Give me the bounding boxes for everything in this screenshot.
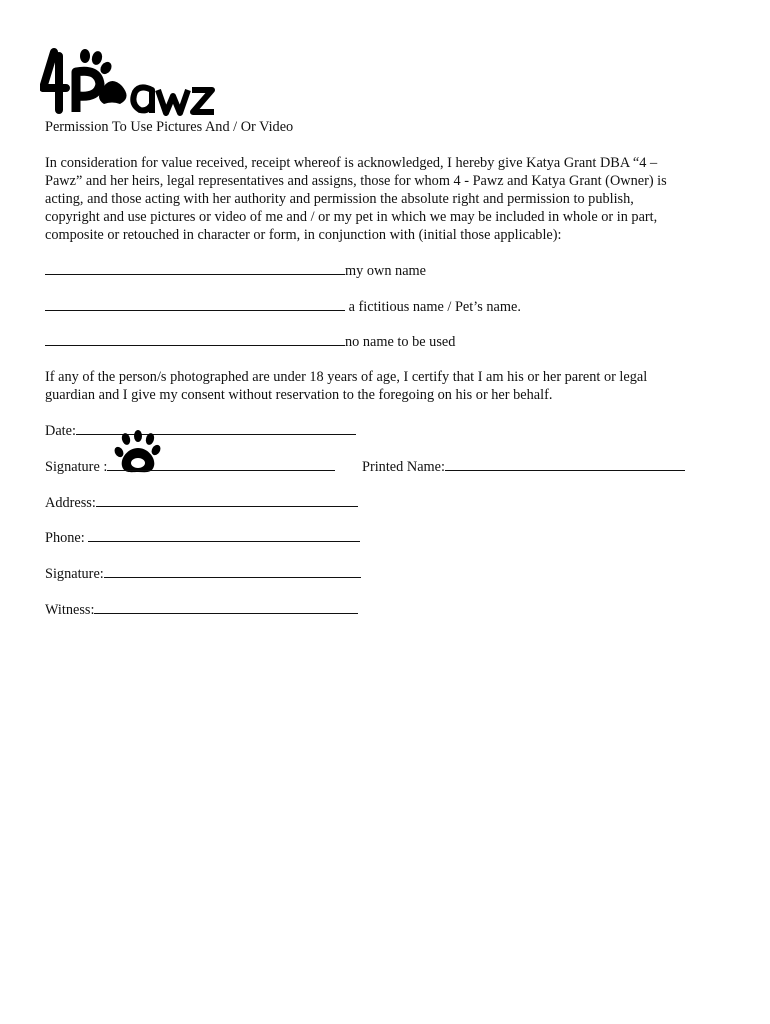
witness-label: Witness: xyxy=(45,602,95,618)
signature2-field[interactable] xyxy=(104,564,361,578)
option-no-name xyxy=(45,332,455,351)
initials-field[interactable] xyxy=(45,297,345,311)
company-logo xyxy=(40,46,220,118)
witness-field[interactable] xyxy=(94,600,358,614)
signature2-row xyxy=(45,564,361,583)
paragraph-line: In consideration for value received, receipt whereof is acknowledged, I hereby give Katya Grant DBA “4 – xyxy=(45,155,658,171)
phone-field[interactable] xyxy=(88,528,360,542)
paragraph-line: guardian and I give my consent without reservation to the foregoing on his or her behalf. xyxy=(45,387,553,403)
initials-field[interactable] xyxy=(45,332,345,346)
initials-field[interactable] xyxy=(45,261,345,275)
paragraph-line: copyright and use pictures or video of me and / or my pet in which we may be included in whole or in part, xyxy=(45,209,658,225)
guardian-paragraph xyxy=(45,368,735,404)
phone-label: Phone: xyxy=(45,530,89,546)
signature-row xyxy=(45,457,335,476)
paragraph-line: acting, and those acting with her authority and permission the absolute right and permission to publish, xyxy=(45,191,634,207)
consideration-paragraph xyxy=(45,154,735,244)
option-own-name xyxy=(45,261,426,280)
witness-row xyxy=(45,600,358,619)
date-row xyxy=(45,421,356,440)
signature-label: Signature : xyxy=(45,459,108,475)
address-label: Address: xyxy=(45,495,96,511)
printed-name-label: Printed Name: xyxy=(362,459,445,475)
printed-name-field[interactable] xyxy=(445,457,685,471)
option-label: a fictitious name / Pet’s name. xyxy=(345,299,521,315)
printed-name-row xyxy=(362,457,685,476)
form-title: Permission To Use Pictures And / Or Video xyxy=(45,119,294,135)
signature2-label: Signature: xyxy=(45,566,104,582)
paragraph-line: Pawz” and her heirs, legal representatives and assigns, those for whom 4 - Pawz and Katya Grant (Owner) is xyxy=(45,173,667,189)
address-row xyxy=(45,493,358,512)
option-label: my own name xyxy=(345,263,426,279)
phone-row xyxy=(45,528,360,547)
option-fictitious-name xyxy=(45,297,521,316)
signature-field[interactable] xyxy=(107,457,335,471)
address-field[interactable] xyxy=(96,493,358,507)
date-label: Date: xyxy=(45,423,76,439)
paragraph-line: If any of the person/s photographed are under 18 years of age, I certify that I am his or her parent or legal xyxy=(45,369,648,385)
option-label: no name to be used xyxy=(345,334,456,350)
paragraph-line: composite or retouched in character or form, in conjunction with (initial those applicable): xyxy=(45,227,562,243)
